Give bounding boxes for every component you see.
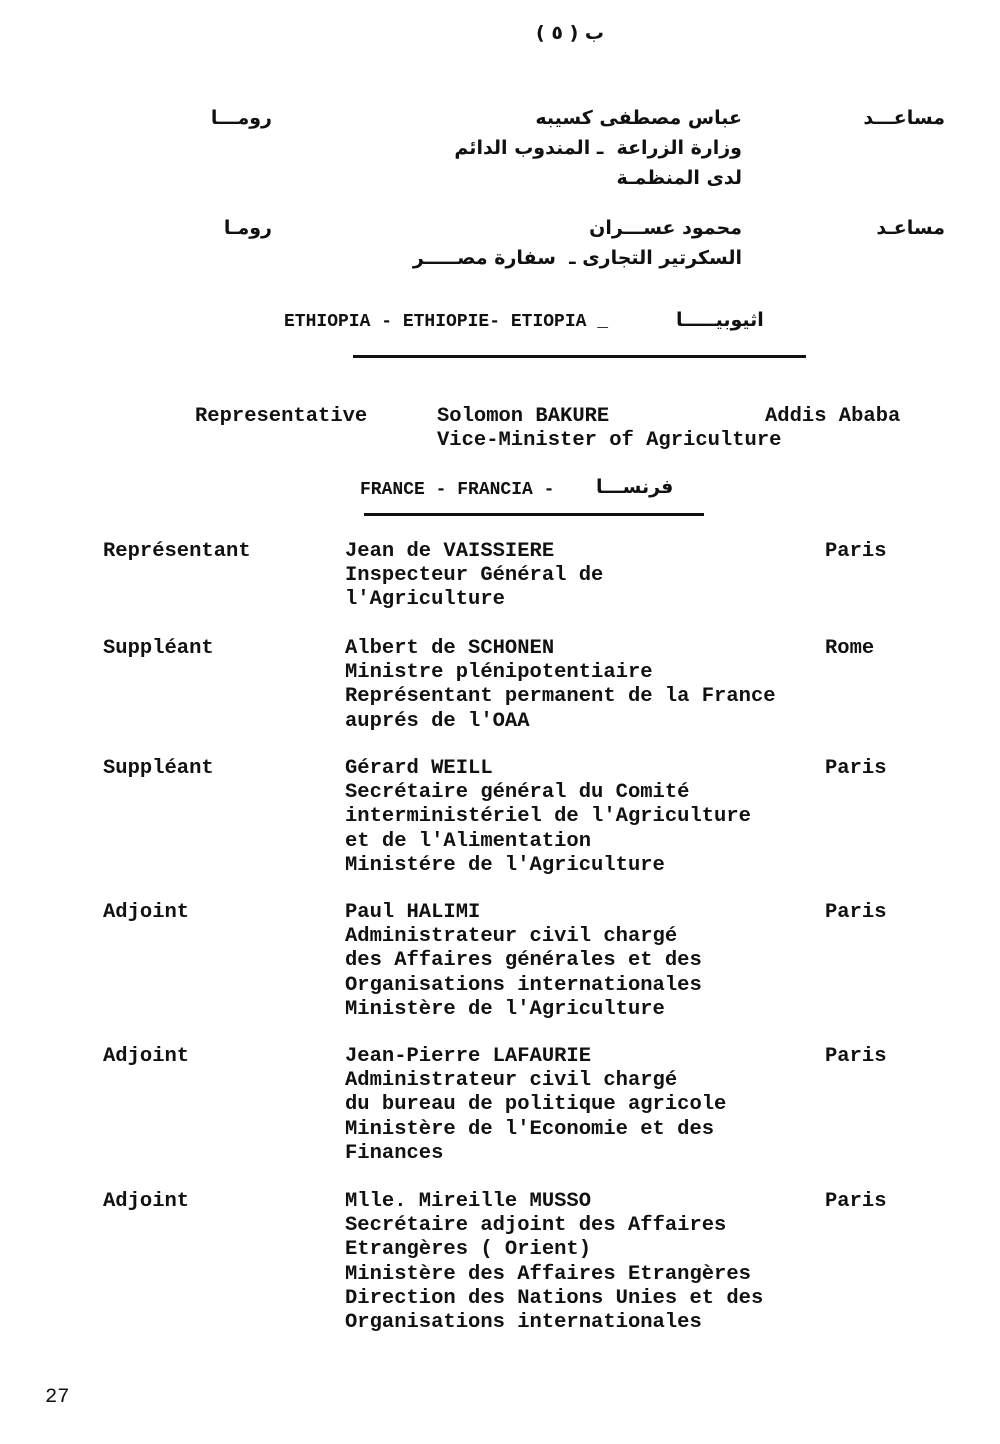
delegate-title: Secrétaire général du Comité	[345, 781, 690, 805]
delegate-title: du bureau de politique agricole	[345, 1093, 727, 1117]
delegate-title: Secrétaire adjoint des Affaires	[345, 1214, 727, 1238]
delegate-title: Organisations internationales	[345, 973, 702, 997]
delegate-role: Adjoint	[103, 901, 190, 924]
egypt-title: لدى المنظمـة	[616, 167, 742, 189]
delegate-title: interministériel de l'Agriculture	[345, 805, 751, 829]
egypt-role: مساعـــد	[863, 107, 945, 129]
egypt-city: رومـا	[223, 217, 272, 239]
page-number: 27	[45, 1386, 70, 1409]
delegate-title: et de l'Alimentation	[345, 829, 592, 853]
delegate-title: Administrateur civil chargé	[345, 1069, 678, 1093]
ethiopia-title: Vice-Minister of Agriculture	[437, 429, 782, 452]
delegate-role: Adjoint	[103, 1190, 190, 1213]
ethiopia-heading-arabic: اثيوبيـــــا	[676, 309, 764, 331]
delegate-title: Administrateur civil chargé	[345, 925, 678, 949]
delegate-name: Paul HALIMI	[345, 901, 481, 924]
ethiopia-name: Solomon BAKURE	[437, 405, 610, 428]
page-header: ب ( ٥ )	[536, 22, 604, 44]
egypt-title: السكرتير التجارى ـ سفارة مصـــــر	[412, 247, 742, 269]
delegate-title: des Affaires générales et des	[345, 949, 702, 973]
delegate-city: Paris	[825, 540, 887, 563]
egypt-role: مساعـد	[876, 217, 945, 239]
delegate-city: Paris	[825, 757, 887, 780]
delegate-title: Direction des Nations Unies et des	[345, 1286, 764, 1310]
delegate-city: Paris	[825, 1190, 887, 1213]
egypt-city: رومـــا	[210, 107, 272, 129]
delegate-title: Etrangères ( Orient)	[345, 1238, 592, 1262]
delegate-role: Suppléant	[103, 757, 214, 780]
delegate-city: Paris	[825, 901, 887, 924]
ethiopia-city: Addis Ababa	[765, 405, 901, 428]
delegate-title: l'Agriculture	[345, 588, 505, 612]
delegate-title: auprés de l'OAA	[345, 709, 530, 733]
delegate-title: Ministére de l'Agriculture	[345, 853, 665, 877]
delegate-title: Représentant permanent de la France	[345, 685, 776, 709]
delegate-name: Albert de SCHONEN	[345, 637, 555, 660]
france-heading: FRANCE - FRANCIA -	[360, 480, 555, 500]
delegate-city: Paris	[825, 1045, 887, 1068]
ethiopia-underline	[353, 355, 806, 358]
delegate-role: Suppléant	[103, 637, 214, 660]
delegate-name: Gérard WEILL	[345, 757, 493, 780]
delegate-title: Ministère de l'Agriculture	[345, 997, 665, 1021]
delegate-name: Mlle. Mireille MUSSO	[345, 1190, 592, 1213]
delegate-title: Finances	[345, 1141, 444, 1165]
ethiopia-role: Representative	[195, 405, 368, 428]
egypt-name: محمود عســـران	[589, 217, 742, 239]
ethiopia-heading: ETHIOPIA - ETHIOPIE- ETIOPIA _	[284, 312, 609, 332]
delegate-city: Rome	[825, 637, 875, 660]
delegate-title: Ministère de l'Economie et des	[345, 1117, 715, 1141]
france-underline	[364, 513, 704, 516]
france-heading-arabic: فرنســـا	[596, 476, 674, 498]
egypt-title: وزارة الزراعة ـ المندوب الدائم	[454, 137, 742, 159]
egypt-name: عباس مصطفى كسيبه	[535, 107, 742, 129]
delegate-title: Ministère des Affaires Etrangères	[345, 1262, 751, 1286]
delegate-role: Représentant	[103, 540, 251, 563]
delegate-title: Inspecteur Général de	[345, 564, 604, 588]
delegate-role: Adjoint	[103, 1045, 190, 1068]
delegate-title: Ministre plénipotentiaire	[345, 661, 653, 685]
delegate-title: Organisations internationales	[345, 1311, 702, 1334]
delegate-name: Jean-Pierre LAFAURIE	[345, 1045, 592, 1068]
delegate-name: Jean de VAISSIERE	[345, 540, 555, 563]
